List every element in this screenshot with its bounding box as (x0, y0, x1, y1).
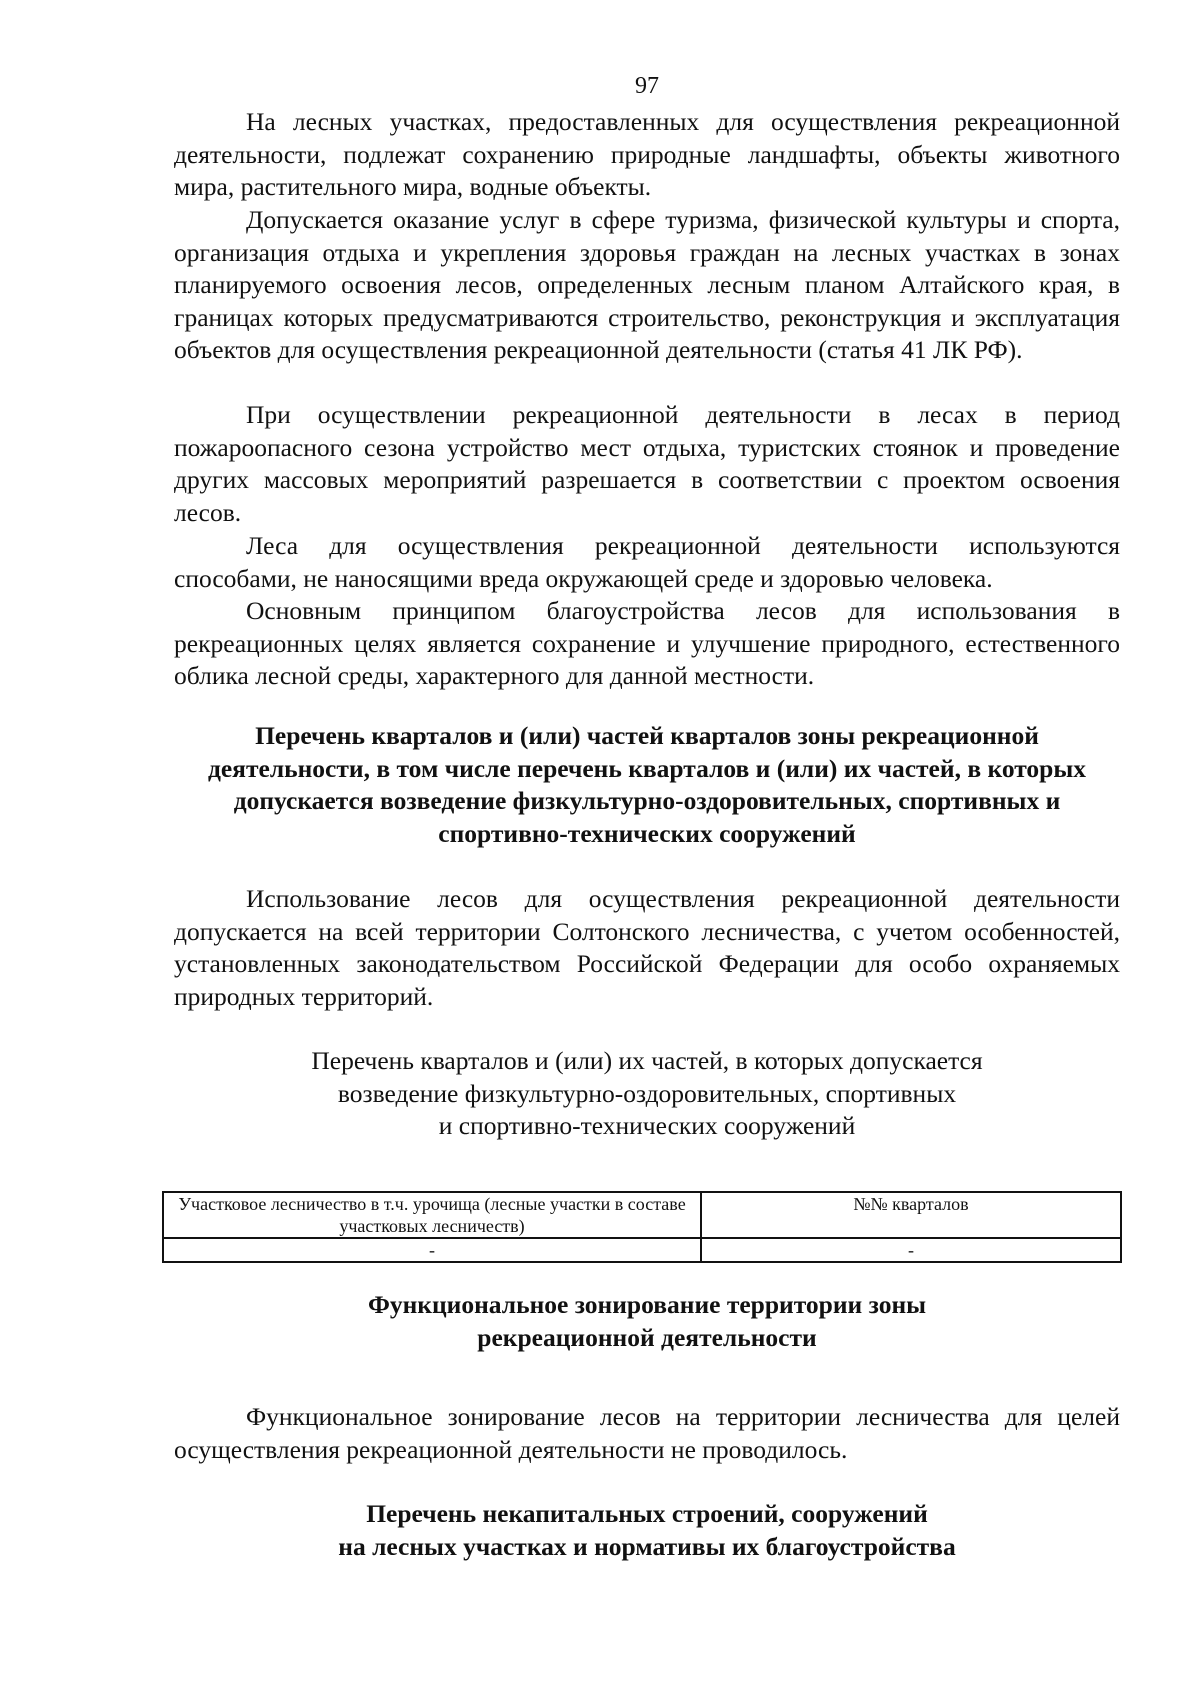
table-caption (234, 1045, 1060, 1143)
page-number: 97 (635, 73, 659, 99)
heading-recreation-quarters: Перечень кварталов и (или) частей кварталов зоны рекреационной деятельности, в том числе перечень кварталов и (или) их частей, в которых допускается возведение физкультурно-оздоровительных, спортивных и спортивно-технических сооружений (207, 721, 1087, 848)
paragraph-usage-methods: Леса для осуществления рекреационной деятельности используются способами, не наносящими вреда окружающей среде и здоровью человека. (174, 531, 1120, 593)
paragraph-fire-season: При осуществлении рекреационной деятельности в лесах в период пожароопасного сезона устройство мест отдыха, туристских стоянок и проведение других массовых мероприятий разрешается в соответствии с проектом освоения лесов. (174, 400, 1120, 527)
heading-functional-zoning (194, 1289, 1100, 1354)
paragraph-main-principle: Основным принципом благоустройства лесов для использования в рекреационных целях является сохранение и улучшение природного, естественного облика лесной среды, характерного для данной местности. (174, 596, 1120, 691)
table-row (163, 1238, 1121, 1262)
paragraph-forest-usage: Использование лесов для осуществления рекреационной деятельности допускается на всей территории Солтонского лесничества, с учетом особенностей, установленных законодательством Российской Федерации для особо охраняемых природных территорий. (174, 884, 1120, 1011)
quarters-table (162, 1191, 1122, 1263)
paragraph-services-allowed: Допускается оказание услуг в сфере туризма, физической культуры и спорта, организация отдыха и укрепления здоровья граждан на лесных участках в зонах планируемого освоения лесов, определенных лесным планом Алтайского края, в границах которых предусматриваются строительство, реконструкция и эксплуатация объектов для осуществления рекреационной деятельности (статья 41 ЛК РФ). (174, 205, 1120, 365)
paragraph-preserved-objects: На лесных участках, предоставленных для осуществления рекреационной деятельности, подлежат сохранению природные ландшафты, объекты животного мира, растительного мира, водные объекты. (174, 107, 1120, 202)
quarters-table-wrapper (162, 1191, 1122, 1263)
heading-line: рекреационной деятельности (477, 1322, 817, 1352)
table-caption-line: Перечень кварталов и (или) их частей, в которых допускается (311, 1046, 983, 1075)
heading-non-capital-structures (194, 1498, 1100, 1563)
table-cell-quarters: - (701, 1238, 1121, 1262)
heading-line: Перечень некапитальных строений, сооружений (366, 1499, 928, 1528)
header-forestry-district: Участковое лесничество в т.ч. урочища (лесные участки в составе участковых лесничеств) (163, 1192, 701, 1238)
paragraph-zoning-not-done: Функциональное зонирование лесов на территории лесничества для целей осуществления рекреационной деятельности не проводилось. (174, 1402, 1120, 1464)
table-header-row (163, 1192, 1121, 1238)
table-caption-line: возведение физкультурно-оздоровительных, спортивных (337, 1078, 957, 1108)
table-cell-forestry: - (163, 1238, 701, 1262)
heading-line: на лесных участках и нормативы их благоустройства (338, 1531, 956, 1561)
table-caption-line: и спортивно-технических сооружений (438, 1111, 856, 1141)
header-quarter-numbers: №№ кварталов (701, 1192, 1121, 1238)
heading-line: Функциональное зонирование территории зоны (367, 1290, 927, 1319)
